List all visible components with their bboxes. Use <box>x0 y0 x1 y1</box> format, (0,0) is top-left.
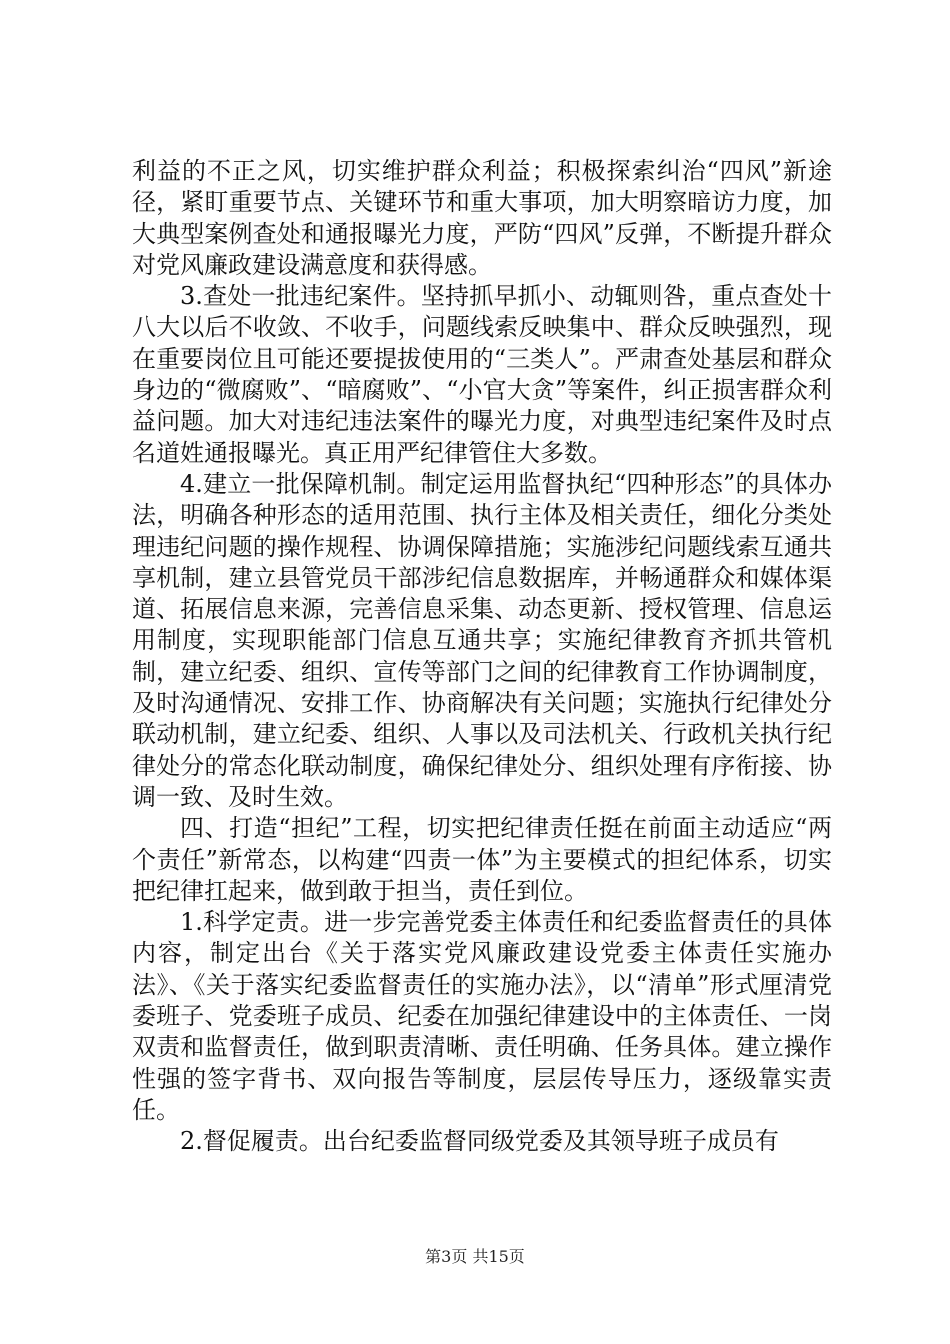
paragraph-3: 4.建立一批保障机制。制定运用监督执纪“四种形态”的具体办法，明确各种形态的适用范围、执行主体及相关责任，细化分类处理违纪问题的操作规程、协调保障措施；实施涉纪问题线索互通共享机制，建立县管党员干部涉纪信息数据库，并畅通群众和媒体渠道、拓展信息来源，完善信息采集、动态更新、授权管理、信息运用制度，实现职能部门信息互通共享；实施纪律教育齐抓共管机制，建立纪委、组织、宣传等部门之间的纪律教育工作协调制度，及时沟通情况、安排工作、协商解决有关问题；实施执行纪律处分联动机制，建立纪委、组织、人事以及司法机关、行政机关执行纪律处分的常态化联动制度，确保纪律处分、组织处理有序衔接、协调一致、及时生效。 <box>132 469 832 811</box>
paragraph-2: 3.查处一批违纪案件。坚持抓早抓小、动辄则咎，重点查处十八大以后不收敛、不收手，问题线索反映集中、群众反映强烈，现在重要岗位且可能还要提拔使用的“三类人”。严肃查处基层和群众身边的“微腐败”、“暗腐败”、“小官大贪”等案件，纠正损害群众利益问题。加大对违纪违法案件的曝光力度，对典型违纪案件及时点名道姓通报曝光。真正用严纪律管住大多数。 <box>132 282 832 467</box>
paragraph-1: 利益的不正之风，切实维护群众利益；积极探索纠治“四风”新途径，紧盯重要节点、关键环节和重大事项，加大明察暗访力度，加大典型案例查处和通报曝光力度，严防“四风”反弹，不断提升群众对党风廉政建设满意度和获得感。 <box>132 157 832 279</box>
document-body <box>132 156 832 1158</box>
page-number-footer: 第3页 共15页 <box>425 1247 525 1266</box>
paragraph-4: 四、打造“担纪”工程，切实把纪律责任挺在前面主动适应“两个责任”新常态，以构建“四责一体”为主要模式的担纪体系，切实把纪律扛起来，做到敢于担当，责任到位。 <box>132 814 832 905</box>
paragraph-6: 2.督促履责。出台纪委监督同级党委及其领导班子成员有 <box>180 1127 779 1156</box>
paragraph-5: 1.科学定责。进一步完善党委主体责任和纪委监督责任的具体内容，制定出台《关于落实党风廉政建设党委主体责任实施办法》、《关于落实纪委监督责任的实施办法》，以“清单”形式厘清党委班子、党委班子成员、纪委在加强纪律建设中的主体责任、一岗双责和监督责任，做到职责清晰、责任明确、任务具体。建立操作性强的签字背书、双向报告等制度，层层传导压力，逐级靠实责任。 <box>132 908 832 1124</box>
